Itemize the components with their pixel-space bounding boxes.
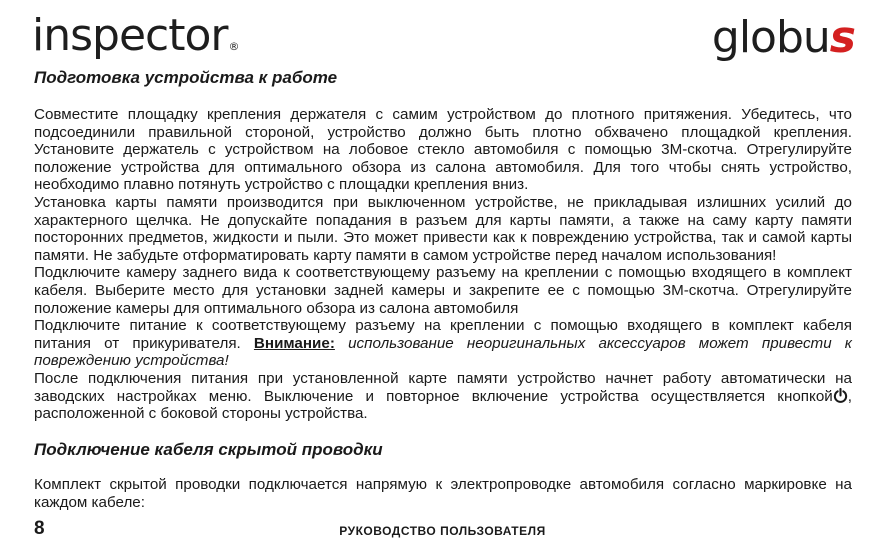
startup-text-end: , расположенной с боковой стороны устройства. xyxy=(34,387,852,423)
brand-right-text: globu xyxy=(711,12,830,63)
warning-label: Внимание: xyxy=(253,334,335,352)
section-title-hidden-wiring: Подключение кабеля скрытой проводки xyxy=(34,440,383,459)
paragraph-startup xyxy=(34,370,852,423)
paragraph-wiring: Комплект скрытой проводки подключается напрямую к электропроводке автомобиля согласно маркировке на каждом кабеле: xyxy=(34,476,852,511)
inspector-logo xyxy=(32,10,239,61)
warning-text: использование неоригинальных аксессуаров может привести к повреждению устройства! xyxy=(34,334,852,370)
registered-mark: ® xyxy=(228,40,239,53)
section-body-hidden-wiring xyxy=(34,476,852,511)
brand-left-text: inspector xyxy=(32,10,228,61)
section-title-preparation: Подготовка устройства к работе xyxy=(34,68,338,87)
manual-title: РУКОВОДСТВО ПОЛЬЗОВАТЕЛЯ xyxy=(339,524,546,538)
brand-right-accent: s xyxy=(829,12,855,63)
power-instruction: Подключите питание к соответствующему разъему на креплении с помощью входящего в комплект кабеля питания от прикуривателя. xyxy=(34,317,852,352)
startup-text: После подключения питания при установленной карте памяти устройство начнет работу автоматически на заводских настройках меню. Выключение и повторное включение устройства осуществляется кнопкой xyxy=(34,369,852,405)
paragraph-mount: Совместите площадку крепления держателя с самим устройством до плотного притяжения. Убедитесь, что подсоединили правильной стороной, устройство должно быть плотно обхвачено площадкой крепления. Установите держатель с устройством на лобовое стекло автомобиля с помощью 3М-скотча. Отрегулируйте положение устройства для оптимального обзора из салона автомобиля. Для того чтобы снять устройство, необходимо плавно потянуть устройство с площадки крепления вниз. xyxy=(34,106,852,194)
paragraph-memory-card: Установка карты памяти производится при выключенном устройстве, не прикладывая излишних усилий до характерного щелчка. Не допускайте попадания в разъем для карты памяти, а также на саму карту памяти посторонних предметов, жидкости и пыли. Это может привести как к повреждению устройства, так и самой карты памяти. Не забудьте отформатировать карту памяти в самом устройстве перед началом использования! xyxy=(34,193,852,264)
page-number: 8 xyxy=(34,518,45,539)
paragraph-rear-camera: Подключите камеру заднего вида к соответствующему разъему на креплении с помощью входящего в комплект кабеля. Выберите место для установки задней камеры и закрепите ее с помощью 3М-скотча. Отрегулируйте положение камеры для оптимального обзора из салона автомобиля xyxy=(34,264,852,317)
paragraph-power xyxy=(34,317,852,370)
globus-logo xyxy=(711,12,855,63)
section-body-preparation xyxy=(34,106,852,423)
power-icon xyxy=(833,388,848,403)
